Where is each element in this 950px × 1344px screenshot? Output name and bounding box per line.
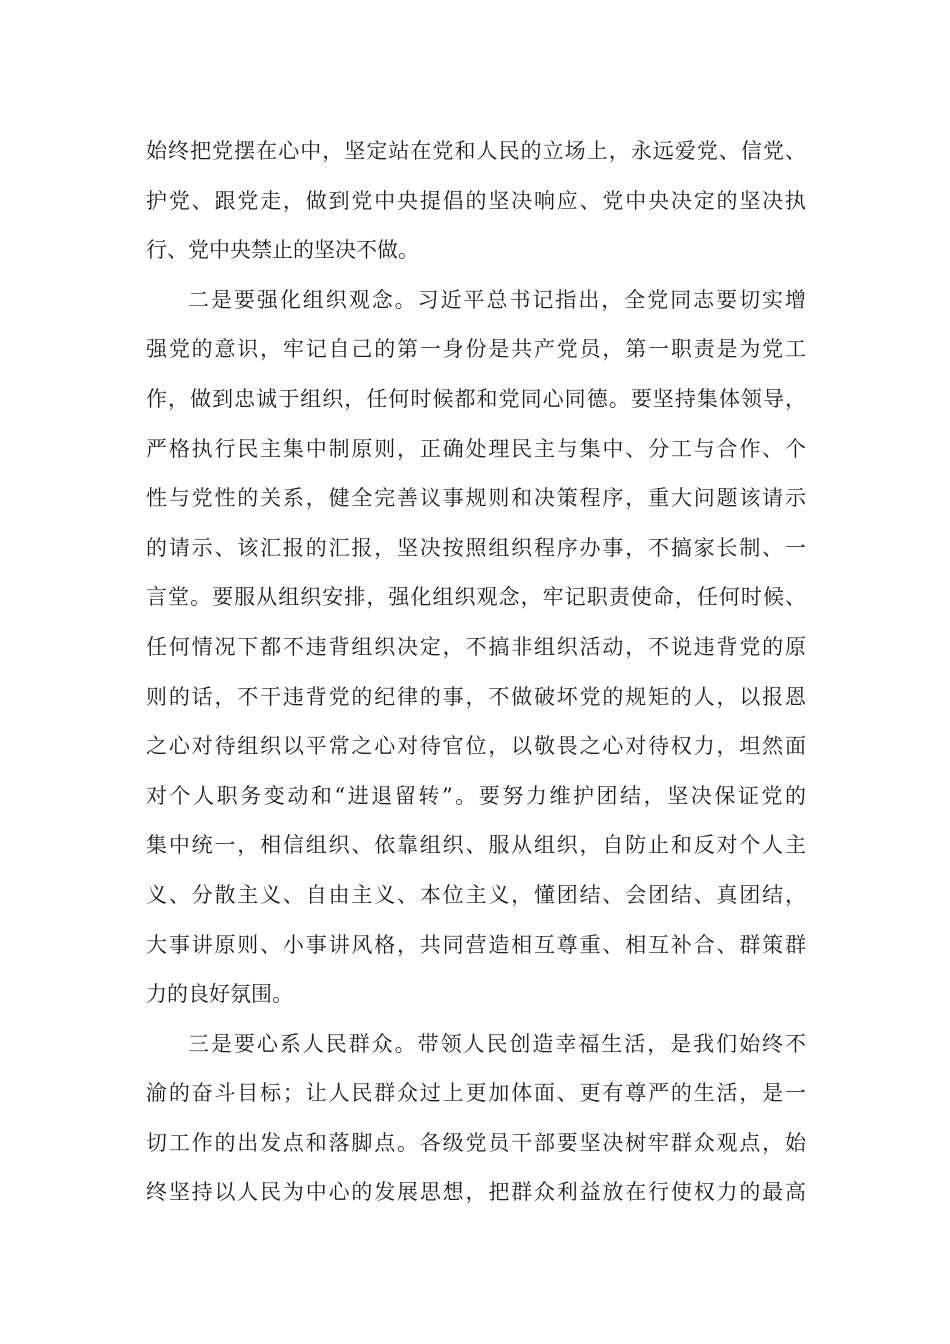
text-line: 三是要心系人民群众。带领人民创造幸福生活，是我们始终不 bbox=[188, 1031, 806, 1056]
text-line: 终坚持以人民为中心的发展思想，把群众利益放在行使权力的最高 bbox=[146, 1180, 806, 1205]
text-line: 性与党性的关系，健全完善议事规则和决策程序，重大问题该请示 bbox=[146, 486, 806, 511]
text-line: 二是要强化组织观念。习近平总书记指出，全党同志要切实增 bbox=[188, 287, 806, 312]
text-line: 大事讲原则、小事讲风格，共同营造相互尊重、相互补合、群策群 bbox=[146, 932, 806, 957]
text-line: 强党的意识，牢记自己的第一身份是共产党员，第一职责是为党工 bbox=[146, 337, 806, 362]
text-line: 严格执行民主集中制原则，正确处理民主与集中、分工与合作、个 bbox=[146, 436, 806, 461]
body-text bbox=[146, 127, 806, 1218]
text-line: 的请示、该汇报的汇报，坚决按照组织程序办事，不搞家长制、一 bbox=[146, 535, 806, 560]
text-line: 切工作的出发点和落脚点。各级党员干部要坚决树牢群众观点，始 bbox=[146, 1130, 806, 1155]
text-line: 行、党中央禁止的坚决不做。 bbox=[146, 238, 419, 263]
text-line: 言堂。要服从组织安排，强化组织观念，牢记职责使命，任何时候、 bbox=[146, 585, 806, 610]
text-line: 渝的奋斗目标；让人民群众过上更加体面、更有尊严的生活，是一 bbox=[146, 1081, 806, 1106]
text-line: 作，做到忠诚于组织，任何时候都和党同心同德。要坚持集体领导， bbox=[146, 386, 806, 411]
text-line: 对个人职务变动和“进退留转”。要努力维护团结，坚决保证党的 bbox=[146, 783, 806, 808]
text-line: 护党、跟党走，做到党中央提倡的坚决响应、党中央决定的坚决执 bbox=[146, 188, 806, 213]
text-line: 始终把党摆在心中，坚定站在党和人民的立场上，永远爱党、信党、 bbox=[146, 139, 806, 163]
text-line: 之心对待组织以平常之心对待官位，以敬畏之心对待权力，坦然面 bbox=[146, 734, 806, 759]
text-line: 集中统一，相信组织、依靠组织、服从组织，自防止和反对个人主 bbox=[146, 833, 806, 858]
text-line: 力的良好氛围。 bbox=[146, 982, 293, 1007]
text-line: 义、分散主义、自由主义、本位主义，懂团结、会团结、真团结， bbox=[146, 882, 806, 907]
text-line: 则的话，不干违背党的纪律的事，不做破坏党的规矩的人，以报恩 bbox=[146, 684, 806, 709]
text-line: 任何情况下都不违背组织决定，不搞非组织活动，不说违背党的原 bbox=[146, 634, 806, 659]
